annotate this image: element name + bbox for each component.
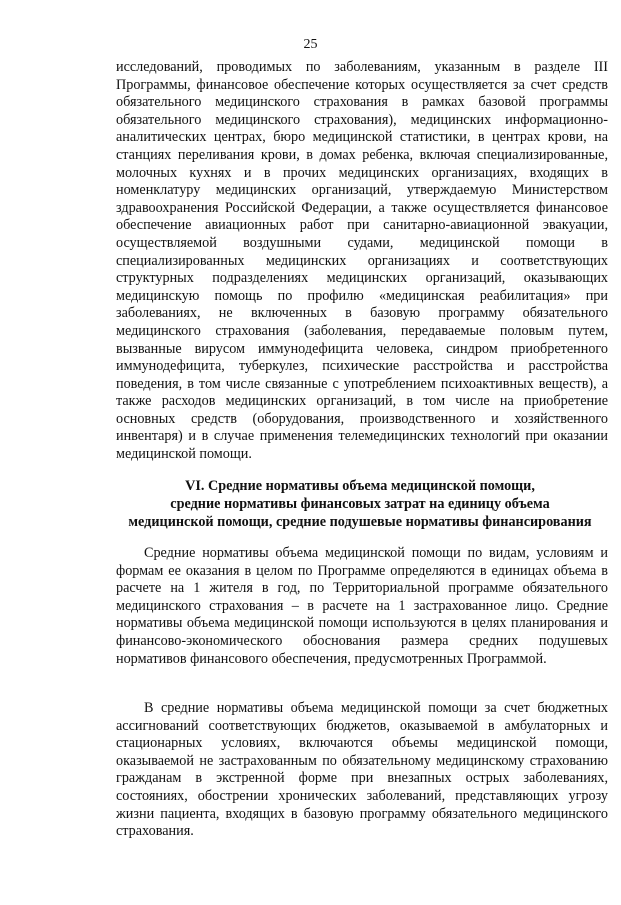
paragraph-volume-norms: Средние нормативы объема медицинской помощи по видам, условиям и формам ее оказания в целом по Программе определяются в единицах объема в расчете на 1 жителя в год, по Территориальной программе обязательного медицинского страхования – в расчете на 1 застрахованное лицо. Средние нормативы объема медицинской помощи используются в целях планирования и финансово-экономического обоснования размера средних подушевых нормативов финансового обеспечения, предусмотренных Программой. [116, 545, 608, 667]
section-heading-line-1: VI. Средние нормативы объема медицинской помощи, [185, 478, 535, 494]
paragraph-budget-norms: В средние нормативы объема медицинской помощи за счет бюджетных ассигнований соответствующих бюджетов, оказываемой в амбулаторных и стационарных условиях, включаются объемы медицинской помощи, оказываемой не застрахованным по обязательному медицинскому страхованию гражданам в экстренной форме при внезапных острых заболеваниях, состояниях, обострении хронических заболеваний, представляющих угрозу жизни пациента, входящих в базовую программу обязательного медицинского страхования. [116, 700, 608, 840]
section-heading [112, 477, 608, 531]
section-heading-line-3: медицинской помощи, средние подушевые нормативы финансирования [128, 514, 592, 530]
paragraph-continuation: исследований, проводимых по заболеваниям, указанным в разделе III Программы, финансовое обеспечение которых осуществляется за счет средств обязательного медицинского страхования в рамках базовой программы обязательного медицинского страхования), медицинских информационно-аналитических центрах, бюро медицинской статистики, в центрах крови, на станциях переливания крови, в домах ребенка, включая специализированные, молочных кухнях и в прочих медицинских организациях, входящих в номенклатуру медицинских организаций, утверждаемую Министерством здравоохранения Российской Федерации, а также осуществляется финансовое обеспечение авиационных работ при санитарно-авиационной эвакуации, осуществляемой воздушными судами, медицинской помощи в специализированных медицинских организациях и соответствующих структурных подразделениях медицинских организаций, оказывающих медицинскую помощь по профилю «медицинская реабилитация» при заболеваниях, не включенных в базовую программу обязательного медицинского страхования (заболевания, передаваемые половым путем, вызванные вирусом иммунодефицита человека, синдром приобретенного иммунодефицита, туберкулез, психические расстройства и расстройства поведения, в том числе связанные с употреблением психоактивных веществ), а также расходов медицинских организаций, в том числе на приобретение основных средств (оборудования, производственного и хозяйственного инвентаря) и в случае применения телемедицинских технологий при оказании медицинской помощи. [116, 59, 608, 463]
section-heading-line-2: средние нормативы финансовых затрат на единицу объема [170, 496, 550, 512]
page-number: 25 [303, 37, 318, 52]
